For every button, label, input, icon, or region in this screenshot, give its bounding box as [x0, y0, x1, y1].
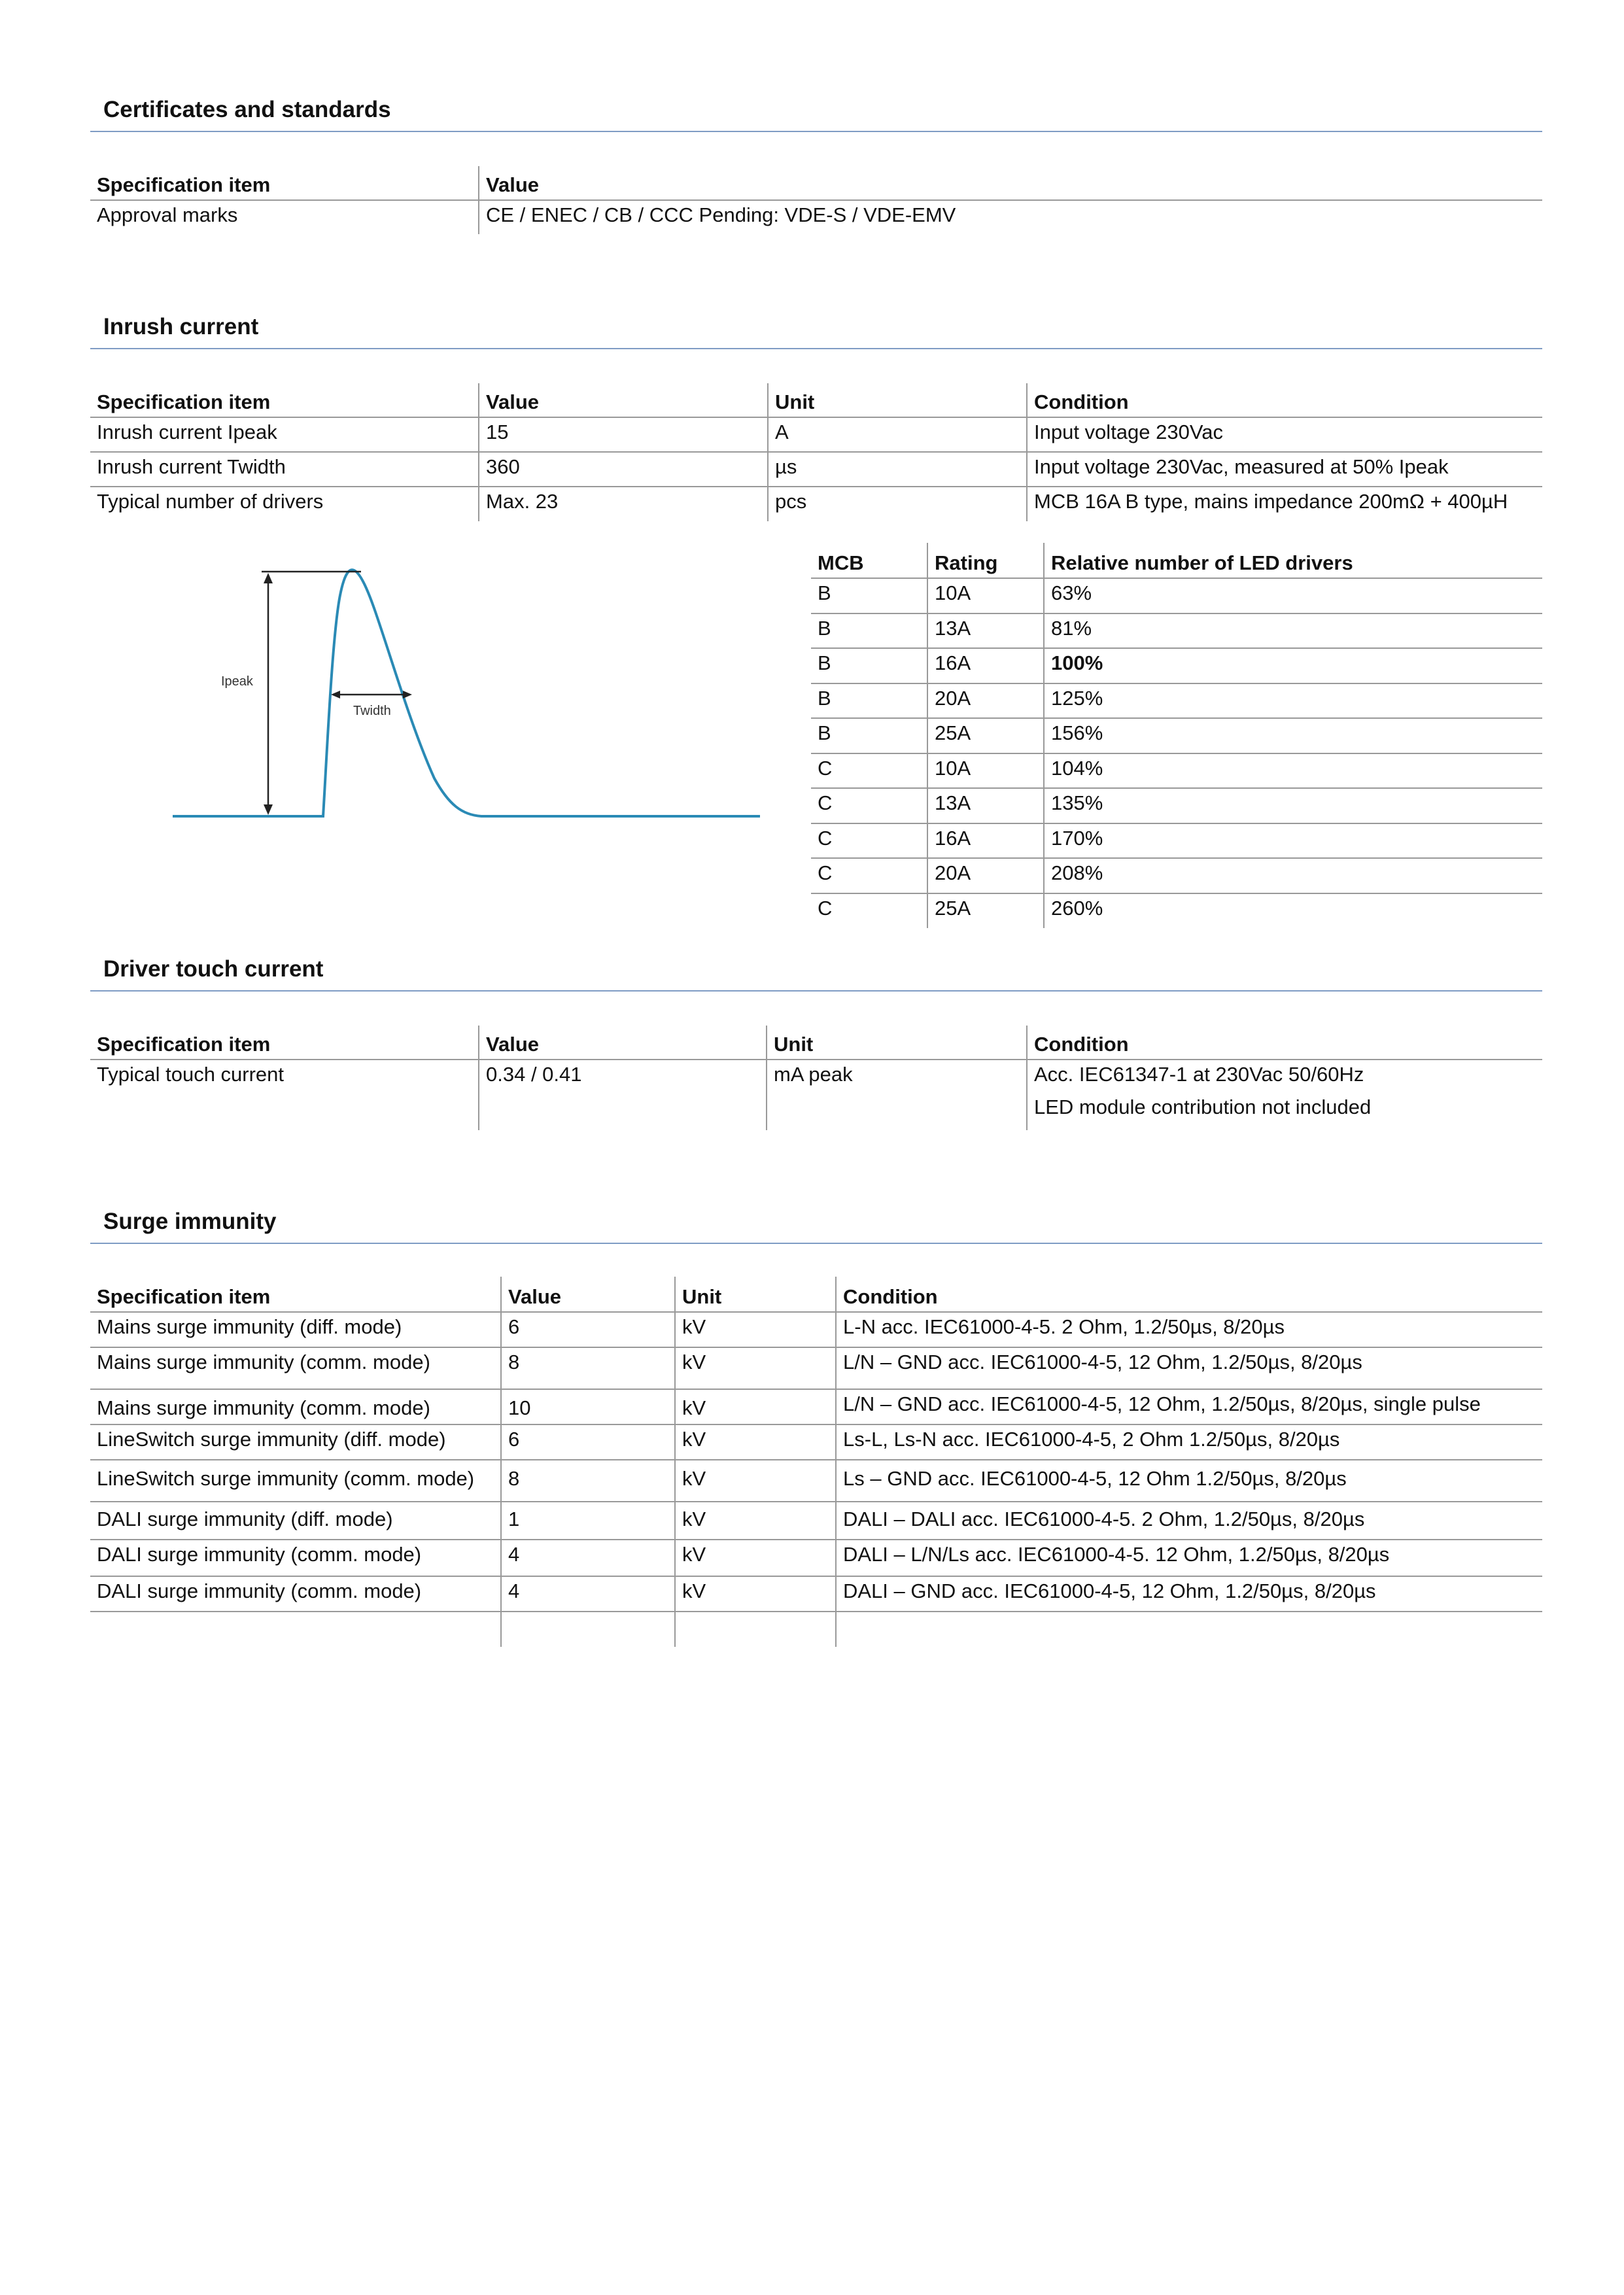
table-row: [811, 788, 1542, 823]
col-header-value: Value: [479, 166, 1542, 200]
table-row: [90, 200, 1542, 234]
ipeak-arrow-head-top: [264, 573, 273, 583]
rating-cell: 10A: [927, 753, 1044, 789]
relative-cell: 104%: [1044, 753, 1542, 789]
table-row: [811, 823, 1542, 859]
mcb-cell: B: [811, 718, 927, 753]
table-row: [90, 1576, 1542, 1612]
col-header-value: Value: [479, 1026, 767, 1060]
col-header-unit: Unit: [675, 1277, 836, 1312]
mcb-cell: B: [811, 683, 927, 719]
unit-cell: µs: [768, 452, 1027, 487]
empty-cell: [501, 1612, 675, 1647]
mcb-cell: C: [818, 896, 833, 920]
spec-item-cell: Mains surge immunity (comm. mode): [90, 1347, 501, 1389]
condition-cell: DALI – L/N/Ls acc. IEC61000-4-5. 12 Ohm, 1.2/50µs, 8/20µs: [836, 1540, 1542, 1576]
certificates-section-title: Certificates and standards: [103, 97, 391, 122]
rating-cell: 10A: [927, 578, 1044, 613]
unit-cell: kV: [675, 1576, 836, 1612]
unit-cell: kV: [675, 1424, 836, 1460]
relative-cell-highlight: 100%: [1044, 648, 1542, 683]
empty-cell: [675, 1612, 836, 1647]
touch-section-rule: [90, 990, 1542, 992]
rating-cell: 20A: [927, 683, 1044, 719]
relative-cell: 208%: [1044, 858, 1542, 893]
value-cell: CE / ENEC / CB / CCC Pending: VDE-S / VDE-EMV: [479, 200, 1542, 234]
value-cell: Max. 23: [479, 487, 768, 521]
unit-cell: pcs: [768, 487, 1027, 521]
col-header-spec-item: Specification item: [90, 1277, 501, 1312]
surge-table: [90, 1277, 1542, 1647]
inrush-section-title: Inrush current: [103, 314, 259, 339]
condition-cell: Input voltage 230Vac: [1027, 417, 1542, 452]
value-cell: 4: [501, 1540, 675, 1576]
inrush-pulse-curve: [173, 570, 760, 816]
table-row: [811, 718, 1542, 753]
relative-cell: 125%: [1044, 683, 1542, 719]
spec-item-cell: Inrush current Twidth: [90, 452, 479, 487]
mcb-cell: C: [811, 753, 927, 789]
value-cell: 1: [501, 1502, 675, 1540]
value-cell: 6: [501, 1312, 675, 1347]
value-cell: 10: [501, 1389, 675, 1424]
twidth-label: Twidth: [353, 704, 391, 718]
spec-item-cell: Mains surge immunity (diff. mode): [90, 1312, 501, 1347]
value-cell: 15: [479, 417, 768, 452]
unit-cell: kV: [675, 1502, 836, 1540]
rating-cell: 25A: [927, 718, 1044, 753]
inrush-table: [90, 383, 1542, 521]
spec-item-cell: Inrush current Ipeak: [90, 417, 479, 452]
condition-cell: Input voltage 230Vac, measured at 50% Ipeak: [1027, 452, 1542, 487]
twidth-arrow-head-right: [403, 691, 412, 699]
col-header-mcb: MCB: [811, 543, 927, 578]
ipeak-label: Ipeak: [221, 674, 253, 689]
condition-cell: Ls-L, Ls-N acc. IEC61000-4-5, 2 Ohm 1.2/50µs, 8/20µs: [836, 1424, 1542, 1460]
spec-item-cell: Typical number of drivers: [97, 490, 324, 513]
value-cell: 8: [501, 1347, 675, 1389]
col-header-rating: Rating: [927, 543, 1044, 578]
condition-cell: MCB 16A B type, mains impedance 200mΩ + 400µH: [1027, 487, 1542, 521]
mcb-cell: B: [811, 613, 927, 649]
mcb-table: [811, 543, 1542, 928]
table-row: [811, 648, 1542, 683]
unit-cell: kV: [675, 1389, 836, 1424]
spec-item-cell: DALI surge immunity (comm. mode): [90, 1540, 501, 1576]
mcb-cell: C: [811, 788, 927, 823]
col-header-relative-drivers: Relative number of LED drivers: [1044, 543, 1542, 578]
certificates-header-row: [90, 166, 1542, 200]
mcb-cell: B: [811, 648, 927, 683]
certificates-table: [90, 166, 1542, 234]
unit-cell: mA peak: [767, 1060, 1027, 1130]
table-row: [90, 1424, 1542, 1460]
ipeak-arrow-head-bottom: [264, 804, 273, 815]
relative-cell: 156%: [1044, 718, 1542, 753]
condition-cell: L-N acc. IEC61000-4-5. 2 Ohm, 1.2/50µs, 8/20µs: [836, 1312, 1542, 1347]
table-row: [90, 1389, 1542, 1424]
relative-cell: 63%: [1044, 578, 1542, 613]
relative-cell: 135%: [1044, 788, 1542, 823]
table-row: [90, 1347, 1542, 1389]
mcb-header-row: [811, 543, 1542, 578]
col-header-value: Value: [479, 383, 768, 417]
col-header-spec-item: Specification item: [90, 166, 479, 200]
condition-line: Acc. IEC61347-1 at 230Vac 50/60Hz: [1034, 1063, 1364, 1086]
col-header-spec-item: Specification item: [90, 1026, 479, 1060]
spec-item-cell: DALI surge immunity (diff. mode): [90, 1502, 501, 1540]
spec-item-cell: LineSwitch surge immunity (diff. mode): [90, 1424, 501, 1460]
table-row-empty: [90, 1612, 1542, 1647]
inrush-header-row: [90, 383, 1542, 417]
table-row: [90, 1540, 1542, 1576]
inrush-pulse-diagram: [164, 556, 772, 831]
value-cell: 0.34 / 0.41: [479, 1060, 767, 1130]
condition-cell: Ls – GND acc. IEC61000-4-5, 12 Ohm 1.2/50µs, 8/20µs: [836, 1460, 1542, 1502]
col-header-condition: Condition: [1027, 1026, 1542, 1060]
value-cell: 4: [501, 1576, 675, 1612]
touch-section-title: Driver touch current: [103, 956, 324, 982]
table-row: [90, 1502, 1542, 1540]
table-row: [90, 487, 1542, 521]
rating-cell: 13A: [927, 613, 1044, 649]
unit-cell: kV: [675, 1540, 836, 1576]
condition-cell: L/N – GND acc. IEC61000-4-5, 12 Ohm, 1.2/50µs, 8/20µs: [836, 1347, 1542, 1389]
col-header-condition: Condition: [1027, 383, 1542, 417]
surge-header-row: [90, 1277, 1542, 1312]
col-header-unit: Unit: [767, 1026, 1027, 1060]
condition-line: LED module contribution not included: [1034, 1096, 1372, 1118]
mcb-cell: C: [811, 823, 927, 859]
rating-cell: 20A: [927, 858, 1044, 893]
unit-cell: A: [768, 417, 1027, 452]
empty-cell: [836, 1612, 1542, 1647]
table-row: [811, 683, 1542, 719]
table-row: [90, 417, 1542, 452]
col-header-unit: Unit: [768, 383, 1027, 417]
relative-cell: 170%: [1044, 823, 1542, 859]
surge-section-title: Surge immunity: [103, 1209, 277, 1234]
surge-section-rule: [90, 1243, 1542, 1244]
rating-cell: 16A: [927, 823, 1044, 859]
rating-cell: 25A: [927, 893, 1044, 929]
spec-item-cell: LineSwitch surge immunity (comm. mode): [90, 1460, 501, 1502]
table-row: [90, 1060, 1542, 1130]
unit-cell: kV: [675, 1312, 836, 1347]
condition-cell: DALI – GND acc. IEC61000-4-5, 12 Ohm, 1.2/50µs, 8/20µs: [836, 1576, 1542, 1612]
value-cell: 360: [479, 452, 768, 487]
mcb-cell: C: [811, 858, 927, 893]
rating-cell: 16A: [927, 648, 1044, 683]
table-row: [811, 613, 1542, 649]
table-row: [811, 893, 1542, 929]
inrush-section-rule: [90, 348, 1542, 349]
spec-item-cell: Mains surge immunity (comm. mode): [90, 1389, 501, 1424]
unit-cell: kV: [675, 1460, 836, 1502]
value-cell: 6: [501, 1424, 675, 1460]
table-row: [90, 452, 1542, 487]
col-header-value: Value: [501, 1277, 675, 1312]
value-cell: 8: [501, 1460, 675, 1502]
touch-table: [90, 1026, 1542, 1130]
relative-cell: 81%: [1044, 613, 1542, 649]
empty-cell: [90, 1612, 501, 1647]
col-header-spec-item: Specification item: [90, 383, 479, 417]
rating-cell: 13A: [927, 788, 1044, 823]
table-row: [811, 858, 1542, 893]
table-row: [811, 753, 1542, 789]
spec-item-cell: Approval marks: [97, 203, 238, 226]
condition-cell: L/N – GND acc. IEC61000-4-5, 12 Ohm, 1.2/50µs, 8/20µs, single pulse: [836, 1389, 1542, 1424]
unit-cell: kV: [675, 1347, 836, 1389]
condition-cell: [1027, 1060, 1542, 1130]
touch-header-row: [90, 1026, 1542, 1060]
condition-cell: DALI – DALI acc. IEC61000-4-5. 2 Ohm, 1.2/50µs, 8/20µs: [836, 1502, 1542, 1540]
spec-item-cell: Typical touch current: [97, 1063, 285, 1086]
relative-cell: 260%: [1044, 893, 1542, 929]
mcb-cell: B: [811, 578, 927, 613]
table-row: [90, 1460, 1542, 1502]
certificates-section-rule: [90, 131, 1542, 132]
table-row: [90, 1312, 1542, 1347]
spec-item-cell: DALI surge immunity (comm. mode): [90, 1576, 501, 1612]
twidth-arrow-head-left: [331, 691, 340, 699]
table-row: [811, 578, 1542, 613]
col-header-condition: Condition: [836, 1277, 1542, 1312]
